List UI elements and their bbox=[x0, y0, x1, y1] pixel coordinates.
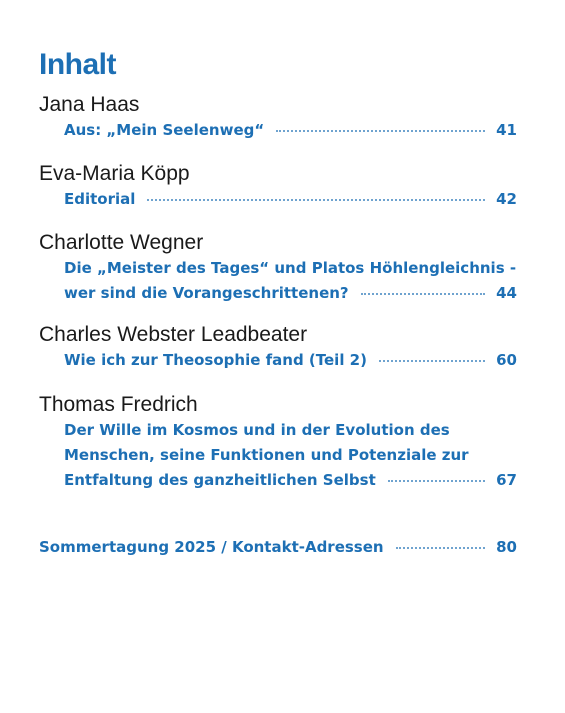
toc-entry-title: wer sind die Vorangeschrittenen? bbox=[64, 284, 349, 302]
dot-leader bbox=[396, 546, 485, 549]
page-number: 80 bbox=[496, 538, 517, 556]
toc-entry[interactable] bbox=[64, 256, 517, 306]
dot-leader bbox=[388, 479, 485, 482]
toc-entry[interactable] bbox=[64, 348, 517, 373]
page-number: 42 bbox=[496, 190, 517, 208]
author-name: Charles Webster Leadbeater bbox=[39, 323, 308, 346]
toc-entry-line bbox=[39, 535, 517, 560]
toc-entry-title: Wie ich zur Theosophie fand (Teil 2) bbox=[64, 351, 367, 369]
toc-entry[interactable] bbox=[64, 187, 517, 212]
toc-entry[interactable] bbox=[64, 118, 517, 143]
author-name: Thomas Fredrich bbox=[39, 393, 198, 416]
page-number: 44 bbox=[496, 284, 517, 302]
toc-entry-line bbox=[64, 418, 517, 443]
author-name: Jana Haas bbox=[39, 93, 140, 116]
toc-entry-line bbox=[64, 256, 517, 281]
author-name: Charlotte Wegner bbox=[39, 231, 204, 254]
dot-leader bbox=[147, 198, 485, 201]
toc-entry-title: Sommertagung 2025 / Kontakt-Adressen bbox=[39, 538, 384, 556]
toc-entry[interactable] bbox=[64, 418, 517, 493]
toc-entry[interactable] bbox=[39, 535, 517, 560]
toc-entry-line bbox=[64, 443, 517, 468]
toc-entry-title: Die „Meister des Tages“ und Platos Höhlengleichnis - bbox=[64, 259, 517, 277]
page-number: 41 bbox=[496, 121, 517, 139]
toc-entry-title: Editorial bbox=[64, 190, 136, 208]
toc-entry-line bbox=[64, 348, 517, 373]
toc-entry-title: Entfaltung des ganzheitlichen Selbst bbox=[64, 471, 376, 489]
toc-entry-line bbox=[64, 281, 517, 306]
toc-entry-title: Der Wille im Kosmos und in der Evolution des bbox=[64, 421, 450, 439]
toc-entry-line bbox=[64, 118, 517, 143]
dot-leader bbox=[379, 359, 485, 362]
author-name: Eva-Maria Köpp bbox=[39, 162, 190, 185]
toc-entry-line bbox=[64, 187, 517, 212]
page-number: 67 bbox=[496, 471, 517, 489]
page-number: 60 bbox=[496, 351, 517, 369]
dot-leader bbox=[276, 129, 485, 132]
toc-entry-title: Menschen, seine Funktionen und Potenziale zur bbox=[64, 446, 469, 464]
toc-entry-line bbox=[64, 468, 517, 493]
page-title: Inhalt bbox=[39, 48, 116, 81]
dot-leader bbox=[361, 292, 485, 295]
toc-entry-title: Aus: „Mein Seelenweg“ bbox=[64, 121, 265, 139]
